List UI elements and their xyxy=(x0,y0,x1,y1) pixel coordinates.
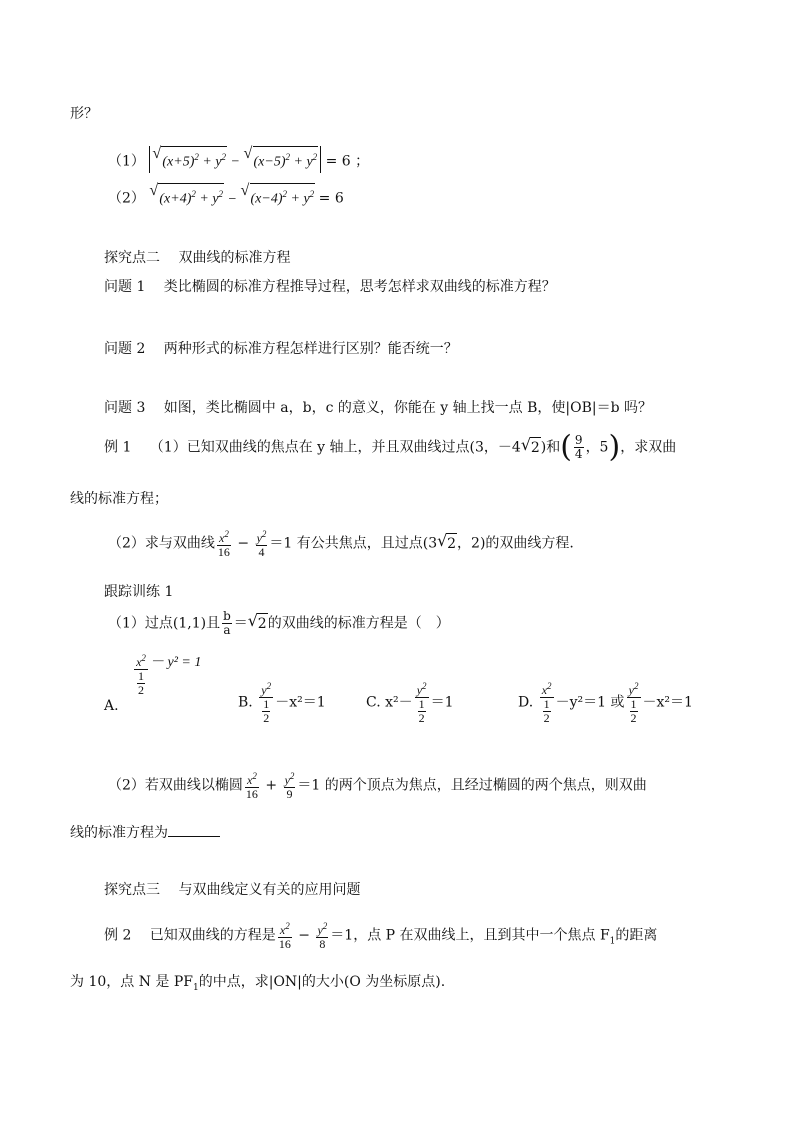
tracking-q1: （1）过点(1,1)且 $\frac{b}{a}$ ＝ √ 2的双曲线的标准方程是（ ） xyxy=(108,609,450,637)
example-1-part2: （2）求与双曲线 $\frac{x^2}{16}$ − $\frac{y^2}{4}$ ＝1 有公共焦点，且过点(3 √ 2，2)的双曲线方程. xyxy=(108,529,574,559)
equation-2-label: （2） xyxy=(108,190,145,207)
equation-1-rhs: = 6 xyxy=(325,153,351,170)
option-d[interactable]: D. $\frac{x^2}{\frac{1}{2}}$ －y²＝1 或 $\frac{y^2}{\frac{1}{2}}$ －x²＝1 xyxy=(518,681,693,725)
option-c[interactable]: C. x²－ $\frac{y^2}{\frac{1}{2}}$ ＝1 xyxy=(366,681,454,725)
equation-1 xyxy=(108,146,369,173)
equation-1-semicolon: ； xyxy=(355,153,370,170)
section-2-title: 探究点二 双曲线的标准方程 xyxy=(104,250,291,266)
example-1-line2: 线的标准方程； xyxy=(70,491,168,507)
option-b[interactable]: B. $\frac{y^2}{\frac{1}{2}}$ －x²＝1 xyxy=(238,681,326,725)
example-2-line2: 为 10，点 N 是 $PF_1$的中点，求|ON|的大小(O 为坐标原点). xyxy=(70,974,446,993)
equation-1-abs: √ $(x+5)^2 + y^2$ − √ $(x-5)^2 + y^2$ xyxy=(149,146,321,173)
section-3-title: 探究点三 与双曲线定义有关的应用问题 xyxy=(104,882,361,898)
tracking-q2-line2: 线的标准方程为 xyxy=(70,822,220,843)
equation-1-label: （1） xyxy=(108,153,145,170)
question-3: 问题 3 如图，类比椭圆中 a，b，c 的意义，你能在 y 轴上找一点 B，使|OB|＝b 吗？ xyxy=(104,400,653,416)
equation-2-rhs: = 6 xyxy=(318,190,344,207)
example-1-line1: 例 1 （1）已知双曲线的焦点在 y 轴上，并且双曲线过点(3，－4 √ 2)和( $\frac{9}{4}$ ，5)，求双曲 xyxy=(104,429,677,465)
question-2: 问题 2 两种形式的标准方程怎样进行区别？能否统一？ xyxy=(104,341,458,357)
tracking-title: 跟踪训练 1 xyxy=(104,584,174,600)
answer-blank[interactable] xyxy=(168,822,220,837)
continuation-text: 形？ xyxy=(70,106,98,122)
equation-2: （2） √ $(x+4)^2 + y^2$ − √ $(x-4)^2 + y^2 = 6$ xyxy=(108,183,344,210)
question-1: 问题 1 类比椭圆的标准方程推导过程，思考怎样求双曲线的标准方程？ xyxy=(104,279,556,295)
tracking-q2-line1: （2）若双曲线以椭圆 $\frac{x^2}{16}$ + $\frac{y^2}{9}$ ＝1 的两个顶点为焦点，且经过椭圆的两个焦点，则双曲 xyxy=(108,771,647,801)
example-2-line1: 例 2 已知双曲线的方程是 $\frac{x^2}{16}$ − $\frac{y^2}{8}$ ＝1，点 P 在双曲线上，且到其中一个焦点 $F_1$的距离 xyxy=(104,921,658,951)
